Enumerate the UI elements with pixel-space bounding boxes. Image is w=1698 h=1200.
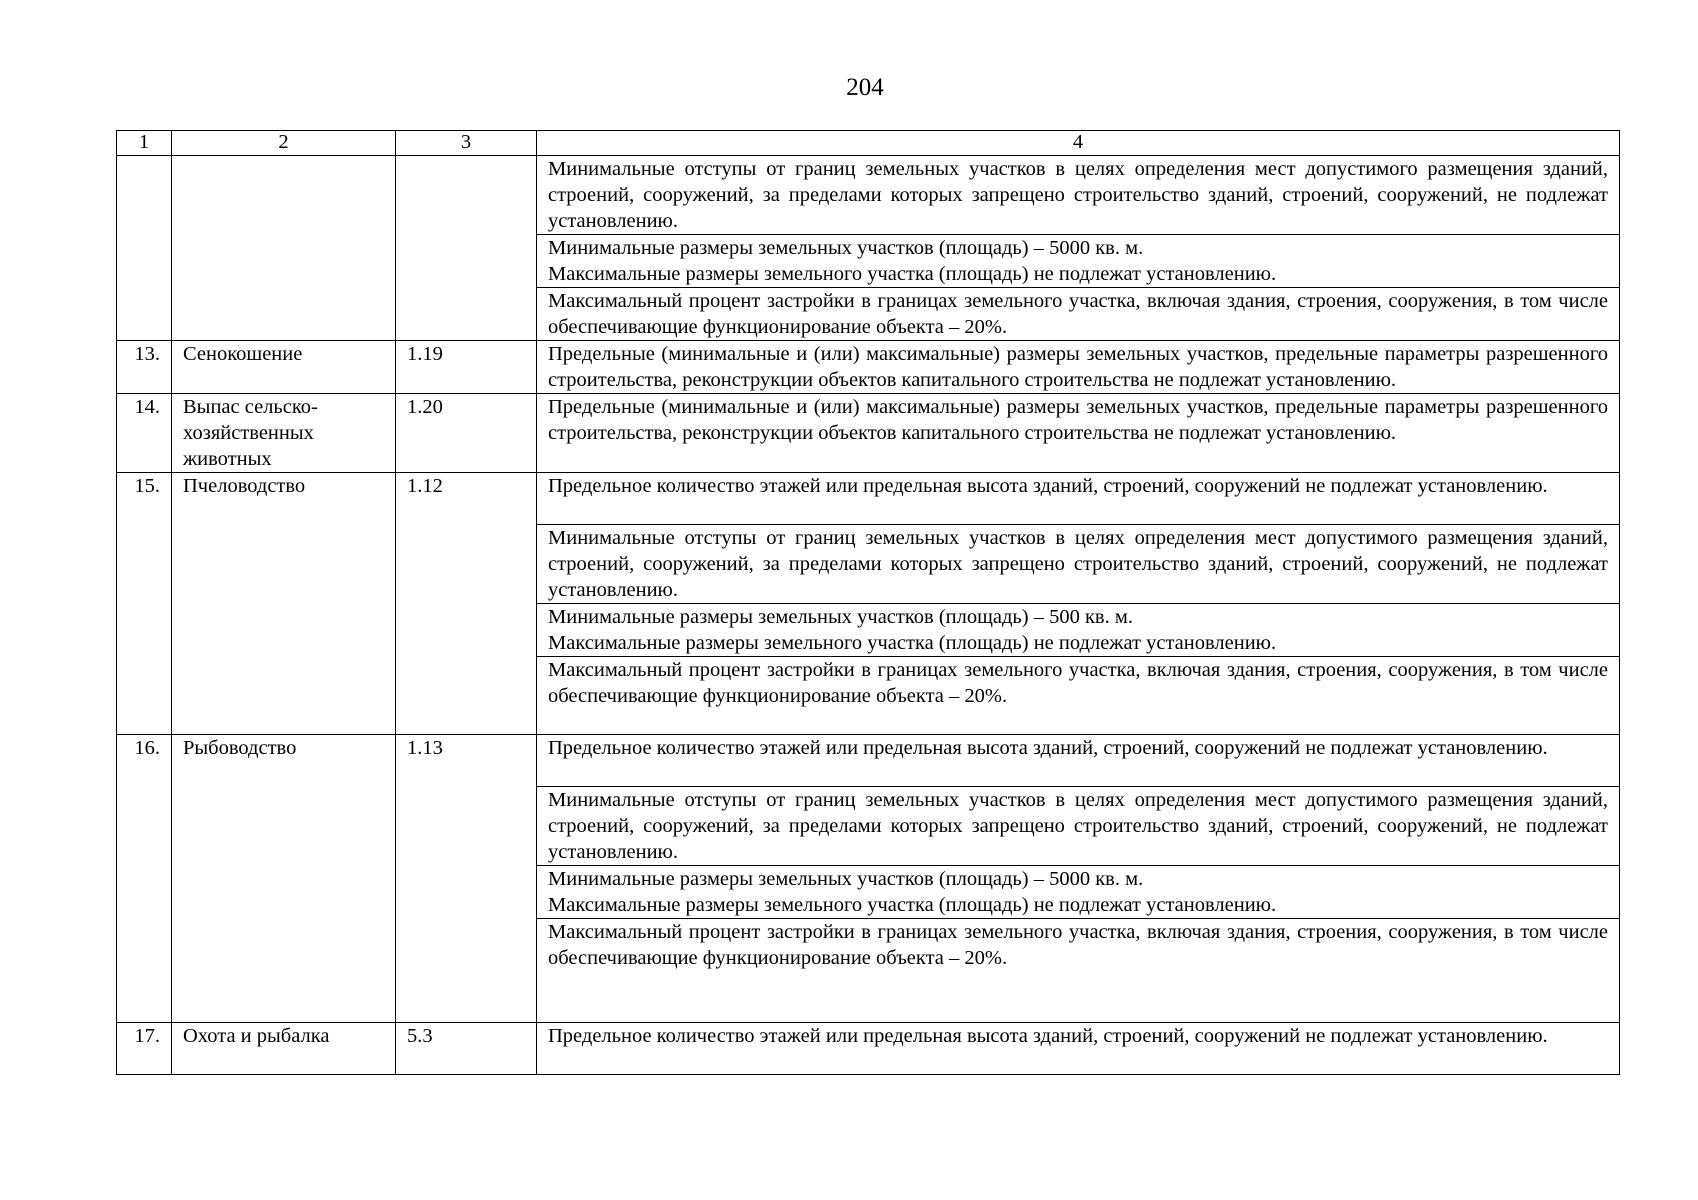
param-cell: Минимальные отступы от границ земельных участков в целях определения мест допустимого размещения зданий, строений, сооружений, за пределами которых запрещено строительство зданий, строений, сооружений, не подлежат установлению. [537, 156, 1620, 235]
row-code [396, 156, 537, 341]
header-col-4: 4 [537, 131, 1620, 156]
param-cell [537, 604, 1620, 657]
header-col-1: 1 [117, 131, 172, 156]
row-code: 5.3 [396, 1023, 537, 1075]
param-cell [537, 235, 1620, 288]
param-line: Минимальные размеры земельных участков (площадь) – 5000 кв. м. [548, 868, 1144, 890]
param-cell: Максимальный процент застройки в границах земельного участка, включая здания, строения, сооружения, в том числе обеспечивающие функционирование объекта – 20%. [537, 919, 1620, 1023]
row-name: Рыбоводство [172, 735, 396, 1023]
row-number: 13. [117, 341, 172, 394]
header-col-2: 2 [172, 131, 396, 156]
param-line: Максимальные размеры земельного участка (площадь) не подлежат установлению. [548, 632, 1277, 654]
param-cell: Максимальный процент застройки в границах земельного участка, включая здания, строения, сооружения, в том числе обеспечивающие функционирование объекта – 20%. [537, 657, 1620, 735]
page-number: 204 [846, 74, 884, 101]
param-cell: Предельное количество этажей или предельная высота зданий, строений, сооружений не подлежат установлению. [537, 1023, 1620, 1075]
param-cell: Предельное количество этажей или предельная высота зданий, строений, сооружений не подлежат установлению. [537, 473, 1620, 525]
row-number: 14. [117, 394, 172, 473]
table-row [117, 1023, 1620, 1075]
param-cell: Максимальный процент застройки в границах земельного участка, включая здания, строения, сооружения, в том числе обеспечивающие функционирование объекта – 20%. [537, 288, 1620, 341]
table-row [117, 473, 1620, 525]
regulations-table [116, 130, 1620, 1075]
param-line: Минимальные размеры земельных участков (площадь) – 500 кв. м. [548, 606, 1133, 628]
param-cell: Предельное количество этажей или предельная высота зданий, строений, сооружений не подлежат установлению. [537, 735, 1620, 787]
row-name [172, 156, 396, 341]
row-name: Сенокошение [172, 341, 396, 394]
row-code: 1.13 [396, 735, 537, 1023]
row-code: 1.19 [396, 341, 537, 394]
row-code: 1.20 [396, 394, 537, 473]
header-col-3: 3 [396, 131, 537, 156]
param-line: Минимальные размеры земельных участков (площадь) – 5000 кв. м. [548, 237, 1144, 259]
table-row [117, 394, 1620, 473]
table-row [117, 735, 1620, 787]
row-name: Выпас сельско-хозяйственных животных [172, 394, 396, 473]
param-line: Максимальные размеры земельного участка (площадь) не подлежат установлению. [548, 263, 1277, 285]
param-cell: Минимальные отступы от границ земельных участков в целях определения мест допустимого размещения зданий, строений, сооружений, за пределами которых запрещено строительство зданий, строений, сооружений, не подлежат установлению. [537, 787, 1620, 866]
param-cell: Предельные (минимальные и (или) максимальные) размеры земельных участков, предельные параметры разрешенного строительства, реконструкции объектов капитального строительства не подлежат установлению. [537, 341, 1620, 394]
table-row [117, 156, 1620, 235]
table-header-row [117, 131, 1620, 156]
row-number: 15. [117, 473, 172, 735]
row-name: Пчеловодство [172, 473, 396, 735]
row-number: 16. [117, 735, 172, 1023]
row-name: Охота и рыбалка [172, 1023, 396, 1075]
table-row [117, 341, 1620, 394]
param-cell [537, 866, 1620, 919]
param-cell: Минимальные отступы от границ земельных участков в целях определения мест допустимого размещения зданий, строений, сооружений, за пределами которых запрещено строительство зданий, строений, сооружений, не подлежат установлению. [537, 525, 1620, 604]
row-code: 1.12 [396, 473, 537, 735]
row-number [117, 156, 172, 341]
row-number: 17. [117, 1023, 172, 1075]
param-cell: Предельные (минимальные и (или) максимальные) размеры земельных участков, предельные параметры разрешенного строительства, реконструкции объектов капитального строительства не подлежат установлению. [537, 394, 1620, 473]
param-line: Максимальные размеры земельного участка (площадь) не подлежат установлению. [548, 894, 1277, 916]
